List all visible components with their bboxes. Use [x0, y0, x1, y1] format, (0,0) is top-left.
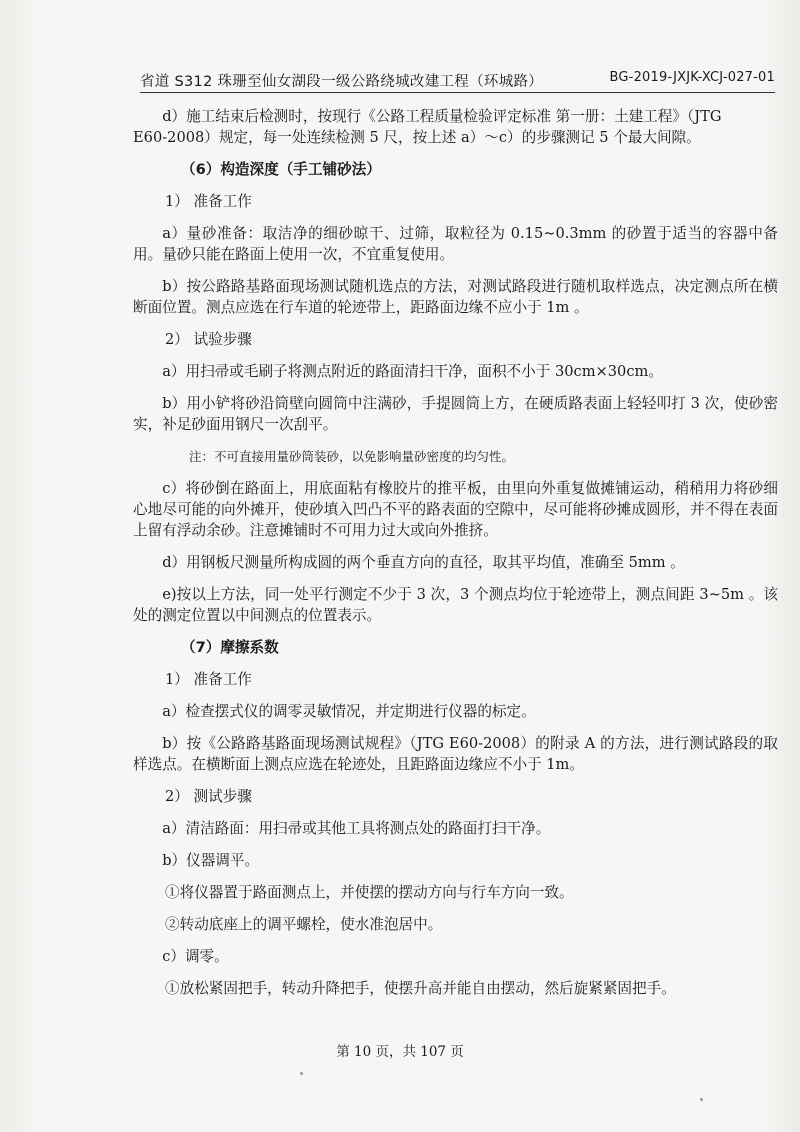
paragraph-sand-prep: a）量砂准备：取洁净的细砂晾干、过筛，取粒径为 0.15~0.3mm 的砂置于适当的容器中备用。量砂只能在路面上使用一次，不宜重复使用。 [133, 225, 778, 263]
section-heading-texture-depth: （6）构造深度（手工铺砂法） [181, 161, 381, 178]
paragraph-check-pendulum: a）检查摆式仪的调零灵敏情况，并定期进行仪器的标定。 [162, 703, 536, 720]
step-adjust-bolts: ②转动底座上的调平螺栓，使水准泡居中。 [165, 916, 443, 933]
subsection-preparation: 1） 准备工作 [165, 193, 252, 210]
step-place-instrument: ①将仪器置于路面测点上，并使摆的摆动方向与行车方向一致。 [165, 884, 574, 901]
paragraph-level-instrument: b）仪器调平。 [162, 852, 260, 869]
paragraph-repeat-tests: e)按以上方法，同一处平行测定不少于 3 次，3 个测点均位于轮迹带上，测点间距 3~5m 。该处的测定位置以中间测点的位置表示。 [133, 586, 778, 624]
step-release-handle: ①放松紧固把手，转动升降把手，使摆升高并能自由摆动，然后旋紧紧固把手。 [165, 980, 676, 997]
section-heading-friction: （7）摩擦系数 [181, 639, 279, 656]
scan-speck [300, 1072, 303, 1075]
paragraph-zero-adjust: c）调零。 [162, 948, 229, 965]
paragraph-d-line2: E60-2008）规定，每一处连续检测 5 尺，按上述 a）～c）的步骤测记 5 个最大间隙。 [133, 129, 701, 146]
header-document-code: BG-2019-JXJK-XCJ-027-01 [609, 70, 775, 85]
paragraph-clean-road: a）清洁路面：用扫帚或其他工具将测点处的路面打扫干净。 [162, 820, 551, 837]
paragraph-d-line1: d）施工结束后检测时，按现行《公路工程质量检验评定标准 第一册：土建工程》（JTG [162, 108, 722, 125]
paragraph-sampling: b）按《公路路基路面现场测试规程》（JTG E60-2008）的附录 A 的方法，进行测试路段的取样选点。在横断面上测点应选在轮迹处，且距路面边缘应不小于 1m。 [133, 735, 778, 773]
page-number-footer: 第 10 页，共 107 页 [336, 1044, 464, 1060]
subsection-test-steps-2: 2） 测试步骤 [165, 788, 252, 805]
note-text: 注：不可直接用量砂筒装砂，以免影响量砂密度的均匀性。 [189, 449, 515, 464]
scan-speck [700, 1098, 703, 1101]
header-project-title: 省道 S312 珠珊至仙女湖段一级公路绕城改建工程（环城路） [140, 74, 544, 90]
paragraph-clean-surface: a）用扫帚或毛刷子将测点附近的路面清扫干净，面积不小于 30cm×30cm。 [162, 363, 663, 380]
paragraph-select-points: b）按公路路基路面现场测试随机选点的方法，对测试路段进行随机取样选点，决定测点所在横断面位置。测点应选在行车道的轮迹带上，距路面边缘不应小于 1m 。 [133, 278, 778, 316]
page-header [140, 66, 775, 93]
subsection-preparation-2: 1） 准备工作 [165, 671, 252, 688]
paragraph-fill-cylinder: b）用小铲将砂沿筒壁向圆筒中注满砂，手提圆筒上方，在硬质路表面上轻轻叩打 3 次，使砂密实，补足砂面用钢尺一次刮平。 [133, 395, 778, 433]
paragraph-measure-diameter: d）用钢板尺测量所构成圆的两个垂直方向的直径，取其平均值，准确至 5mm 。 [162, 554, 685, 571]
paragraph-spread-sand: c）将砂倒在路面上，用底面粘有橡胶片的推平板，由里向外重复做摊铺运动，稍稍用力将砂细心地尽可能的向外摊开，使砂填入凹凸不平的路表面的空隙中，尽可能将砂摊成圆形，并不得在表面上留有浮动余砂。注意摊铺时不可用力过大或向外推挤。 [133, 480, 778, 539]
page-body [133, 106, 778, 999]
subsection-test-steps: 2） 试验步骤 [165, 331, 252, 348]
